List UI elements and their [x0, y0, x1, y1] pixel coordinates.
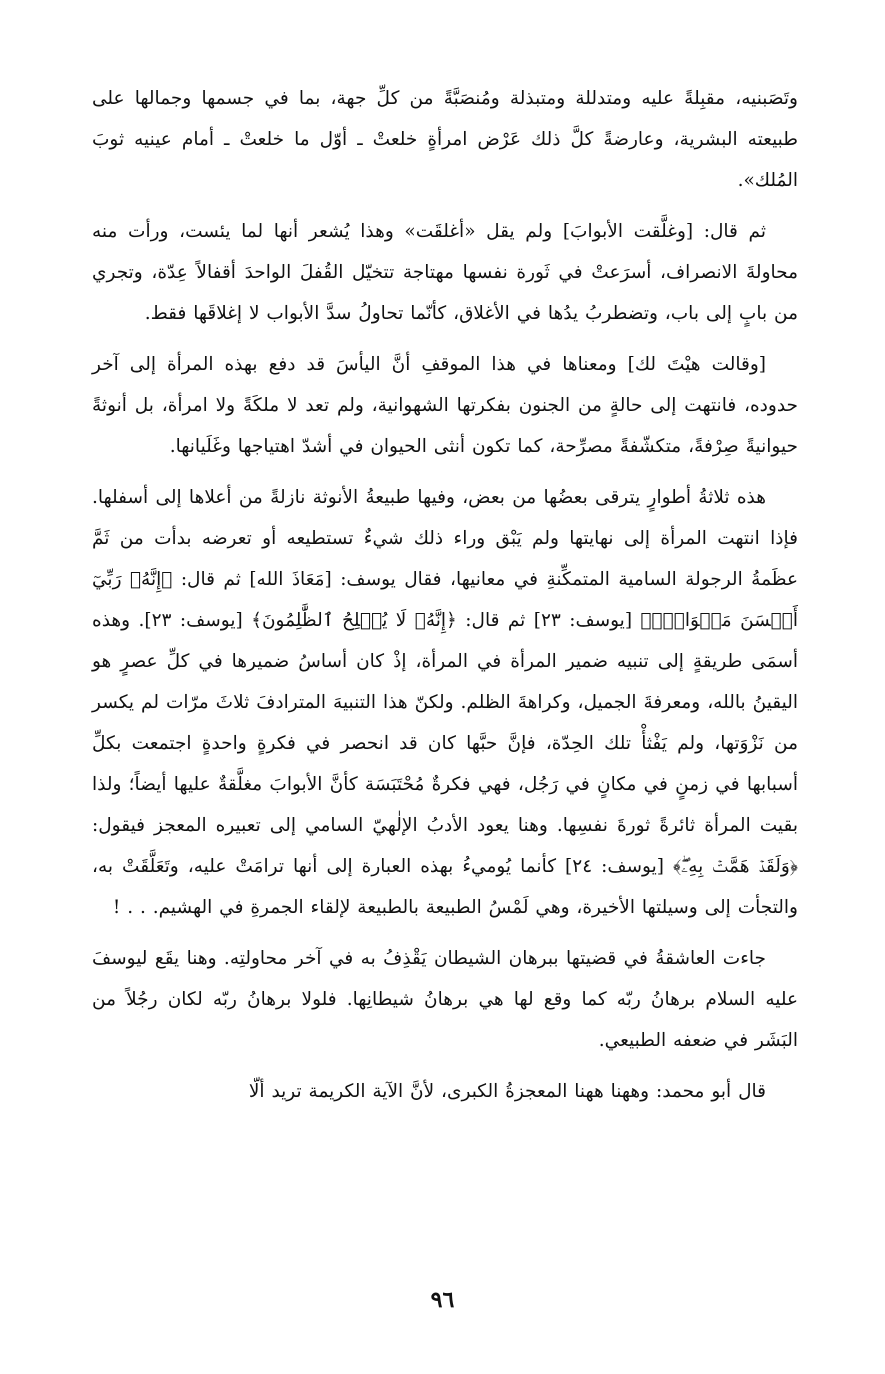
paragraph-2: ثم قال: [وغلَّقت الأبوابَ] ولم يقل «أغلقَت» وهذا يُشعر أنها لما يئست، ورأت منه محاولةَ الانصراف، أسرَعتْ في ثَورة نفسها مهتاجة تتخيّل القُفلَ الواحدَ أقفالاً عِدّة، وتجري من بابٍ إلى باب، وتضطربُ يدُها في الأغلاق، كأنّما تحاولُ سدَّ الأبواب لا إغلاقَها فقط. [92, 221, 798, 324]
paragraph-5: جاءت العاشقةُ في قضيتها ببرهان الشيطان يَقْذِفُ به في آخر محاولتِه. وهنا يقَع ليوسفَ عليه السلام برهانُ ربّه كما وقع لها هي برهانُ شيطانِها. فلولا برهانُ ربّه لكان رجُلاً من البَشَر في ضعفه الطبيعي. [92, 948, 798, 1051]
paragraph-3: [وقالت هيْتَ لك] ومعناها في هذا الموقفِ أنَّ اليأسَ قد دفع بهذه المرأة إلى آخر حدوده، فانتهت إلى حالةٍ من الجنون بفكرتها الشهوانية، ولم تعد لا ملكَةً ولا امرأة، بل أنوثةً حيوانيةً صِرْفةً، متكشّفةً مصرِّحة، كما تكون أنثى الحيوان في أشدّ اهتياجها وغَلَيانها. [92, 354, 798, 457]
body-text [92, 78, 798, 1122]
paragraph-1: وتَصَبنيه، مقبِلةً عليه ومتدللة ومتبذلة ومُنصَبَّةً من كلِّ جهة، بما في جسمها وجمالها على طبيعته البشرية، وعارضةً كلَّ ذلك عَرْض امرأةٍ خلعتْ ـ أوّل ما خلعتْ ـ أمام عينيه ثوبَ المُلك». [92, 88, 798, 191]
page-number: ٩٦ [430, 1287, 455, 1313]
paragraph-6: قال أبو محمد: وههنا ههنا المعجزةُ الكبرى، لأنَّ الآية الكريمة تريد ألّا [248, 1081, 766, 1102]
paragraph-4: هذه ثلاثةُ أطوارٍ يترقى بعضُها من بعض، وفيها طبيعةُ الأنوثة نازلةً من أعلاها إلى أسفلها. فإذا انتهت المرأة إلى نهايتها ولم يَبْق وراء ذلك شيءٌ تستطيعه أو تعرضه بدأت من ثَمَّ عظَمةُ الرجولة السامية المتمكِّنةِ في معانيها، فقال يوسف: [مَعَاذَ الله] ثم قال: ﴿إِنَّهُۥ رَبِّيٓ أَحۡسَنَ مَثۡوَايَۖ﴾ [يوسف: ٢٣] ثم قال: ﴿إِنَّهُۥ لَا يُفۡلِحُ ٱلظَّٰلِمُونَ﴾ [يوسف: ٢٣]. وهذه أسمَى طريقةٍ إلى تنبيه ضمير المرأة في المرأة، إذْ كان أساسُ ضميرها في كلِّ عصرٍ هو اليقينُ بالله، ومعرفةَ الجميل، وكراهةَ الظلم. ولكنّ هذا التنبيهَ المترادفَ ثلاثَ مرّات لم يكسر من نَزْوَتها، ولم يَفْثأْ تلك الحِدّة، فإنَّ حبَّها كان قد انحصر في فكرةٍ واحدةٍ اجتمعت بكلِّ أسبابها في زمنٍ في مكانٍ في رَجُل، فهي فكرةٌ مُحْتَبَسَة كأنَّ الأبوابَ مغلَّقةٌ عليها أيضاً؛ ولذا بقيت المرأة ثائرةً ثورةَ نفسِها. وهنا يعود الأدبُ الإلٰهيّ السامي إلى تعبيره المعجز فيقول: ﴿وَلَقَدۡ هَمَّتۡ بِهِۦۖ﴾ [يوسف: ٢٤] كأنما يُوميءُ بهذه العبارة إلى أنها ترامَتْ عليه، وتَعَلَّقَتْ به، والتجأت إلى وسيلتها الأخيرة، وهي لَمْسُ الطبيعة بالطبيعة لإلقاء الجمرةِ في الهشيم. . . ! [92, 487, 798, 918]
